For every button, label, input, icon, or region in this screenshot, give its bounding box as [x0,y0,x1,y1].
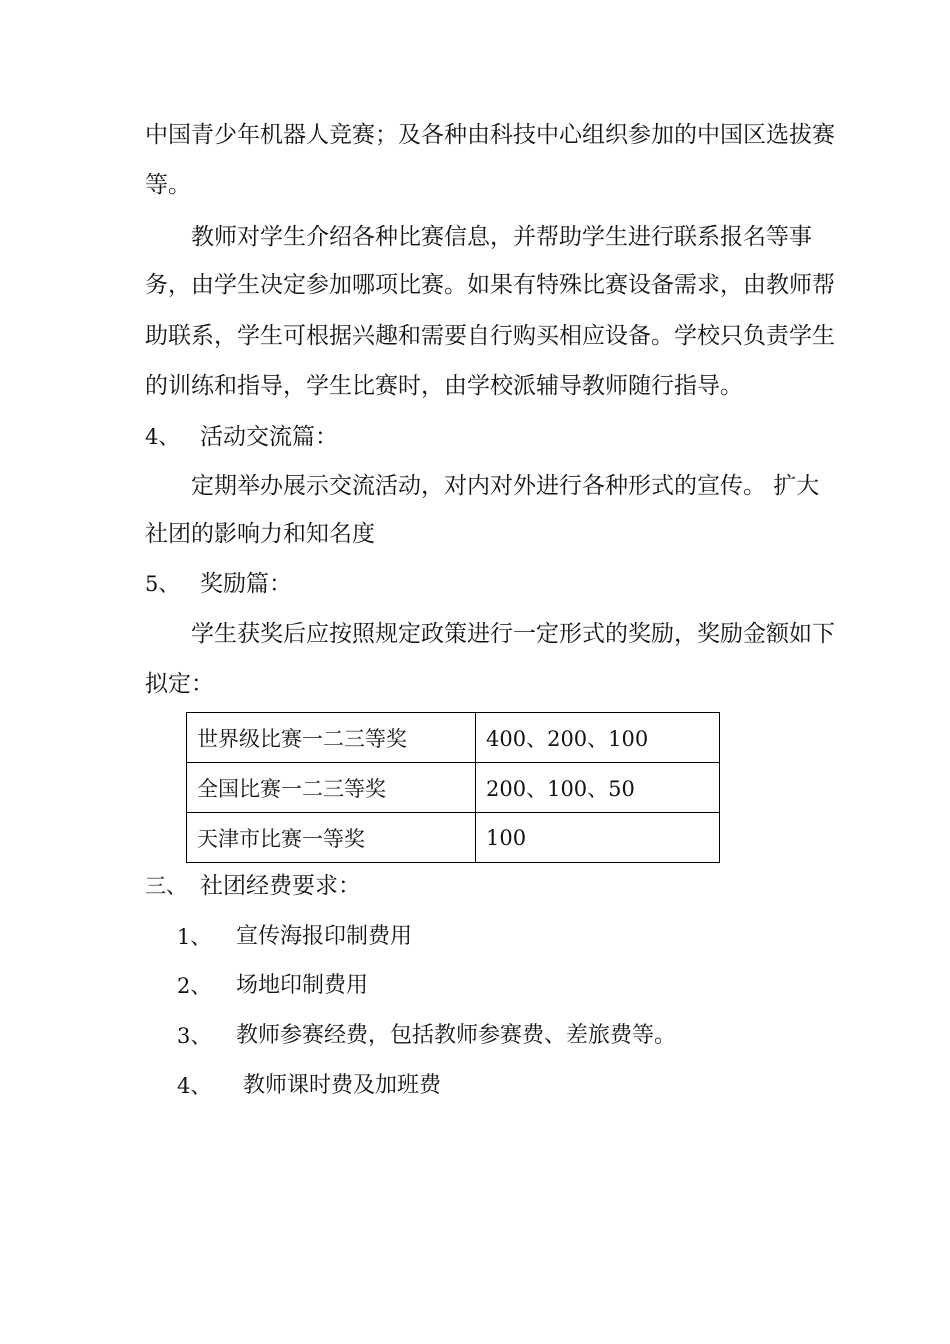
section-number: 5、 [145,572,180,596]
table-row [187,813,720,863]
list-item-number: 1、 [177,925,212,949]
section-heading: 奖励篇： [200,571,292,597]
list-item-number: 2、 [177,974,212,998]
award-table [186,712,720,863]
paragraph-line: 教师对学生介绍各种比赛信息，并帮助学生进行联系报名等事 [191,224,812,250]
paragraph-line: 等。 [145,172,191,198]
list-item-number: 3、 [177,1024,212,1048]
section-heading: 活动交流篇： [200,424,338,450]
paragraph-line: 助联系，学生可根据兴趣和需要自行购买相应设备。学校只负责学生 [145,323,835,349]
section-heading: 社团经费要求： [200,873,361,899]
paragraph-line: 务，由学生决定参加哪项比赛。如果有特殊比赛设备需求，由教师帮 [145,272,835,298]
list-item: 教师课时费及加班费 [243,1073,442,1098]
table-cell-level: 天津市比赛一等奖 [187,813,476,863]
table-cell-amount: 200、100、50 [476,763,720,813]
paragraph-line: 中国青少年机器人竞赛；及各种由科技中心组织参加的中国区选拔赛 [145,122,835,148]
paragraph-line: 学生获奖后应按照规定政策进行一定形式的奖励，奖励金额如下 [191,621,835,647]
table-cell-level: 全国比赛一二三等奖 [187,763,476,813]
list-item-number: 4、 [177,1074,212,1098]
table-cell-amount: 400、200、100 [476,713,720,763]
list-item: 场地印制费用 [236,973,369,998]
paragraph-line: 社团的影响力和知名度 [145,521,375,547]
paragraph-line: 定期举办展示交流活动，对内对外进行各种形式的宣传。 扩大 [191,473,820,499]
table-cell-amount: 100 [476,813,720,863]
paragraph-line: 的训练和指导，学生比赛时，由学校派辅导教师随行指导。 [145,373,743,399]
table-cell-level: 世界级比赛一二三等奖 [187,713,476,763]
section-number: 4、 [145,425,180,449]
list-item: 宣传海报印制费用 [236,924,413,949]
table-row [187,763,720,813]
table-row [187,713,720,763]
section-number: 三、 [145,874,187,898]
paragraph-line: 拟定： [145,671,214,697]
list-item: 教师参赛经费，包括教师参赛费、差旅费等。 [236,1023,677,1048]
